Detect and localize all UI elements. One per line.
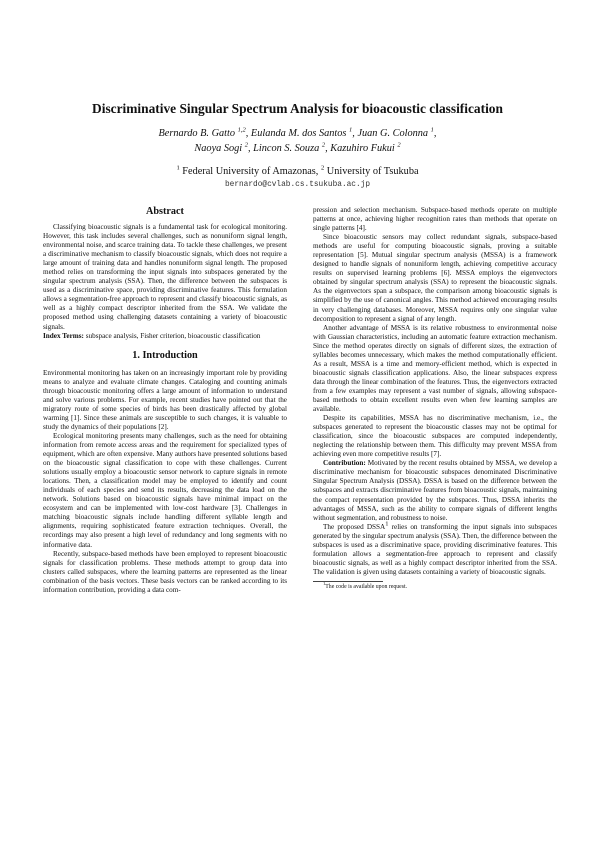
intro-paragraph: Environmental monitoring has taken on an increasingly important role by providing means to analyze and evaluate climate changes. Cataloging and counting animals through bioacoustic monitoring offers a large amount of information to understand and solve various problems. For example, recent studies have pointed out that the migratory route of some species of birds has been drastically affected by global warming [1]. Since these animals are susceptible to such changes, it is valuable to study the dynamics of their populations [2]. bbox=[43, 368, 287, 431]
right-column bbox=[313, 206, 557, 591]
author-affiliation-mark: 1,2 bbox=[237, 126, 246, 134]
footnote-text: The code is available upon request. bbox=[325, 583, 408, 590]
abstract-text: Classifying bioacoustic signals is a fundamental task for ecological monitoring. However, this task includes several challenges, such as nonuniform signal length, environmental noise, and scarce training data. To tackle these challenges, we present a discriminative mechanism to classify bioacoustic signals, which does not require a large amount of training data and handles nonuniform signal length. The proposed method relies on transforming the input signals into subspaces generated by the singular spectrum analysis (SSA). Then, the difference between the subspaces is used as a discriminative space, providing discriminative features. This formulation allows a segmentation-free approach to represent and classify bioacoustic signals, as well as a highly compact descriptor inherited from the SSA. We validate the proposed method using challenging datasets containing a variety of bioacoustic signals. bbox=[43, 223, 287, 331]
left-column bbox=[43, 206, 287, 595]
author-affiliation-mark: 1 bbox=[430, 126, 434, 134]
index-terms-label: Index Terms: bbox=[43, 331, 84, 340]
affiliations bbox=[60, 165, 535, 179]
contribution-text: Motivated by the recent results obtained by MSSA, we develop a discriminative mechanism for bioacoustic subspaces denominated Discriminative Singular Spectrum Analysis (DSSA). DSSA is based on the difference between the subspaces and extracts discriminative features from bioacoustic signals, maintaining the compact representation provided by the subspaces. Thus, DSSA inherits the advantages of MSSA, such as the ability to compare signals of different lengths without segmentation, and robustness to noise. bbox=[313, 459, 557, 522]
contribution-label: Contribution: bbox=[323, 459, 366, 468]
intro-paragraph: Recently, subspace-based methods have been employed to represent bioacoustic signals for classification problems. These methods attempt to group data into clusters called subspaces, where the learning patterns are represented as the linear combination of the basis vectors. These basis vectors can be ranked according to its information contribution, providing a data com- bbox=[43, 549, 287, 594]
affiliation-mark: 2 bbox=[320, 164, 325, 172]
author-name: Juan G. Colonna bbox=[357, 128, 429, 139]
affiliation-name: University of Tsukuba bbox=[326, 166, 419, 177]
abstract-section bbox=[43, 206, 287, 341]
paper-title: Discriminative Singular Spectrum Analysis for bioacoustic classification bbox=[92, 101, 503, 116]
author-name: Kazuhiro Fukui bbox=[330, 142, 395, 154]
author-affiliation-mark: 1 bbox=[349, 126, 353, 134]
footnote bbox=[313, 581, 557, 591]
dssa-paragraph: The proposed DSSA$^1$ relies on transforming the input signals into subspaces generated by the singular spectrum analysis (SSA). Then, the difference between the subspaces is used as a discriminative space, providing discriminative features. This formulation allows a segmentation-free approach to represent and classify bioacoustic signals, as well as a highly compact descriptor inherited from the SSA. The validation is given using datasets containing a variety of bioacoustic signals. bbox=[313, 520, 557, 576]
contribution-paragraph bbox=[313, 459, 557, 522]
affiliation-name: Federal University of Amazonas, bbox=[182, 166, 321, 177]
author-name: Eulanda M. dos Santos bbox=[250, 128, 347, 139]
author-affiliation-mark: 2 bbox=[321, 141, 326, 149]
introduction-heading: 1. Introduction bbox=[132, 349, 198, 361]
author-name: Naoya Sogi bbox=[194, 142, 243, 154]
footnote-mark[interactable]: 1 bbox=[385, 520, 389, 528]
intro-paragraph: Ecological monitoring presents many challenges, such as the need for obtaining information from remote access areas and the requirement for specialized types of equipment, which are often expensive. Many authors have presented solutions based on the bioacoustic signal classification to cope with these challenges. Current solutions usually employ a bioacoustic sensor network to capture signals in remote locations. Then, a classification model may be employed to identify and count individuals of each species and send its results, decreasing the data load on the network. Solutions based on bioacoustic signals have minimal impact on the ecosystem and can be implemented with low-cost hardware [3]. Challenges in matching bioacoustic signals include handling different syllable length and alignments, requiring sophisticated feature extraction techniques. Overall, the recordings may also present a high level of redundancy and long segments with no informative data. bbox=[43, 431, 287, 549]
intro-paragraph: Since bioacoustic sensors may collect redundant signals, subspace-based methods are useful for computing bioacoustic signals, proving a suitable representation [5]. Mutual singular spectrum analysis (MSSA) is a framework designed to handle signals of nonuniform length, achieving competitive accuracy results on supervised learning problems [6]. MSSA employs the eigenvectors obtained by singular spectrum analysis (SSA) to represent the bioacoustic signals. As the eigenvectors span a subspace, the comparison among bioacoustic signals is simplified by the use of canonical angles. This method achieved encouraging results in very challenging databases. Moreover, MSSA requires only one singular value decomposition to represent a signal of any length. bbox=[313, 233, 557, 323]
footnote-number: 1 bbox=[323, 581, 326, 586]
contact-email[interactable]: bernardo@cvlab.cs.tsukuba.ac.jp bbox=[224, 181, 371, 189]
abstract-heading: Abstract bbox=[146, 206, 184, 217]
index-terms bbox=[43, 332, 287, 341]
intro-paragraph: pression and selection mechanism. Subspace-based methods operate on multiple patterns at once, achieving higher recognition rates than methods that operate on single patterns [4]. bbox=[313, 206, 557, 233]
intro-paragraph: Despite its capabilities, MSSA has no discriminative mechanism, i.e., the subspaces generated to represent the bioacoustic classes may not be optimal for classification, since the bioacoustic subspaces are computed independently, neglecting the relationship between them. This difficulty may prevent MSSA from achieving even more competitive results [7]. bbox=[313, 414, 557, 459]
author-name: Lincon S. Souza bbox=[253, 142, 320, 154]
affiliation-mark: 1 bbox=[176, 164, 180, 172]
intro-paragraph: Another advantage of MSSA is its relative robustness to environmental noise with Gaussian characteristics, including an automatic feature extraction mechanism. Since the method operates directly on signals of different sizes, the extraction of syllables becomes unnecessary, which makes the method computationally efficient. As a result, MSSA is a time and memory-efficient method, which is expected in bioacoustic signals classification applications. Also, the linear subspaces express data through the linear combination of the features. Thus, the eigenvectors extracted from a few examples may represent a vast number of signals, allowing subspace-based methods to obtain excellent results even when few learning samples are available. bbox=[313, 323, 557, 414]
author-affiliation-mark: 2 bbox=[397, 141, 401, 149]
author-list: Bernardo B. Gatto $^{1,2}$, Eulanda M. dos Santos $^1$, Juan G. Colonna $^1$, Naoya Sogi $^2$, Lincon S. Souza $^2$, Kazuhiro Fukui $^2$ bbox=[158, 126, 437, 154]
author-name: Bernardo B. Gatto bbox=[158, 128, 236, 139]
index-terms-text: subspace analysis, Fisher criterion, bioacoustic classification bbox=[83, 331, 261, 340]
author-affiliation-mark: 2 bbox=[244, 141, 248, 149]
